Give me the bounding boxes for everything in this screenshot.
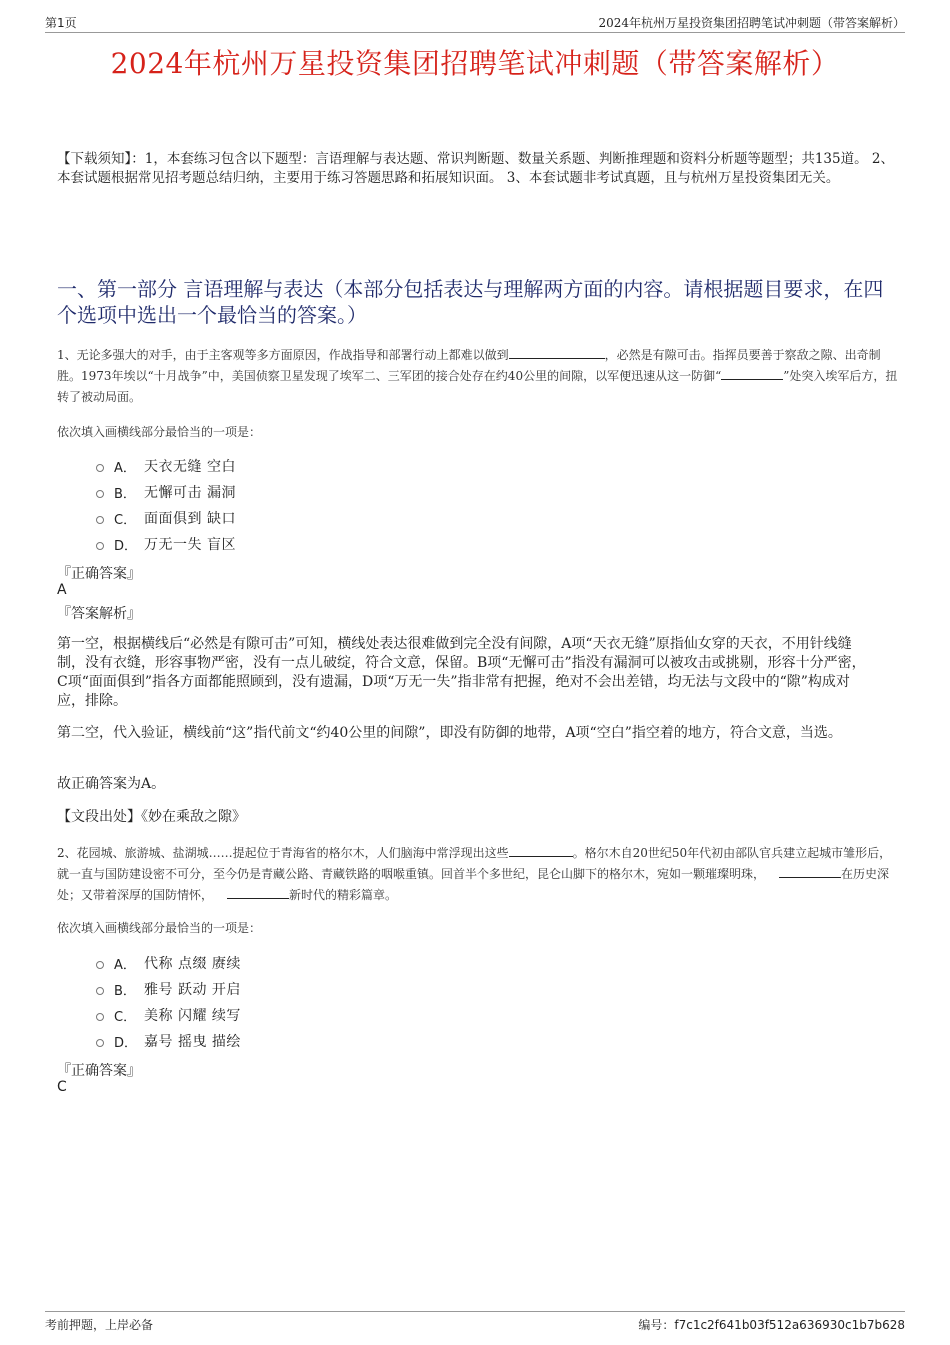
q1-option-b[interactable]: B． 无懈可击 漏洞 [96, 479, 236, 505]
q2-option-b[interactable]: B． 雅号 跃动 开启 [96, 976, 241, 1002]
q2-answer-label: 『正确答案』 [57, 1063, 141, 1079]
q2-options [96, 950, 241, 1054]
page-number: 第1页 [45, 16, 77, 30]
q2-text-part4: 新时代的精彩篇章。 [289, 888, 398, 902]
q1-analysis-label: 『答案解析』 [57, 606, 141, 622]
footer-code-label: 编号： [638, 1318, 675, 1332]
radio-icon[interactable] [96, 1013, 104, 1021]
header-doc-title: 2024年杭州万星投资集团招聘笔试冲刺题（带答案解析） [598, 16, 905, 30]
q1-analysis-paragraph-1: 第一空，根据横线后“必然是有隙可击”可知，横线处表达很难做到完全没有间隙，A项“天衣无缝”原指仙女穿的天衣，不用针线缝制，没有衣缝，形容事物严密，没有一点儿破绽，符合文意，保留。B项“无懈可击”指没有漏洞可以被攻击或挑剔，形容十分严密，C项“面面俱到”指各方面都能照顾到，没有遗漏，D项“万无一失”指非常有把握，绝对不会出差错，均无法与文段中的“隙”构成对应，排除。 [57, 636, 866, 709]
radio-icon[interactable] [96, 516, 104, 524]
q1-instruction: 依次填入画横线部分最恰当的一项是： [57, 425, 262, 439]
q1-option-d[interactable]: D． 万无一失 盲区 [96, 531, 236, 557]
footer-code [638, 1316, 905, 1333]
q1-text-part1: 1、无论多强大的对手，由于主客观等多方面原因，作战指导和部署行动上都难以做到 [57, 348, 509, 362]
radio-icon[interactable] [96, 464, 104, 472]
page-footer [45, 1311, 905, 1332]
radio-icon[interactable] [96, 961, 104, 969]
question-1-text [57, 345, 902, 408]
q1-blank-1 [509, 346, 605, 359]
footer-slogan: 考前押题，上岸必备 [45, 1318, 154, 1332]
q1-text-part3: ”处突入埃军后方，扭转了被动局面。 [57, 369, 898, 404]
q1-text-part2: ，必然是有隙可击。指挥员要善于察敌之隙、出奇制胜。1973年埃以“十月战争”中，美国侦察卫星发现了埃军二、三军团的接合处存在约40公里的间隙，以军便迅速从这一防御“ [57, 348, 881, 383]
q2-option-a[interactable]: A． 代称 点缀 赓续 [96, 950, 241, 976]
q1-option-a[interactable]: A． 天衣无缝 空白 [96, 453, 236, 479]
q1-answer: A [57, 582, 67, 598]
q2-answer: C [57, 1079, 67, 1095]
q1-answer-label: 『正确答案』 [57, 566, 141, 582]
radio-icon[interactable] [96, 987, 104, 995]
question-2-text [57, 843, 902, 906]
q1-options [96, 453, 236, 557]
q2-blank-2 [779, 865, 841, 878]
download-notice: 【下载须知】：1，本套练习包含以下题型：言语理解与表达题、常识判断题、数量关系题、判断推理题和资料分析题等题型；共135道。 2、本套试题根据常见招考题总结归纳，主要用于练习答题思路和拓展知识面。 3、本套试题非考试真题，且与杭州万星投资集团无关。 [57, 151, 894, 186]
page-header [45, 14, 905, 33]
q2-option-d[interactable]: D． 嘉号 摇曳 描绘 [96, 1028, 241, 1054]
radio-icon[interactable] [96, 542, 104, 550]
section-title: 一、第一部分 言语理解与表达（本部分包括表达与理解两方面的内容。请根据题目要求，在四个选项中选出一个最恰当的答案。） [57, 277, 884, 327]
q1-analysis-paragraph-2: 第二空，代入验证，横线前“这”指代前文“约40公里的间隙”，即没有防御的地带，A项“空白”指空着的地方，符合文意，当选。 [57, 725, 842, 741]
footer-code-value: f7c1c2f641b03f512a636930c1b7b628 [674, 1318, 905, 1332]
q1-source: 【文段出处】《妙在乘敌之隙》 [57, 809, 246, 825]
q2-blank-1 [509, 844, 573, 857]
q1-analysis-paragraph-3: 故正确答案为A。 [57, 776, 166, 792]
radio-icon[interactable] [96, 490, 104, 498]
radio-icon[interactable] [96, 1039, 104, 1047]
q2-instruction: 依次填入画横线部分最恰当的一项是： [57, 921, 262, 935]
q2-blank-3 [227, 886, 289, 899]
q1-blank-2 [721, 367, 783, 380]
q1-option-c[interactable]: C． 面面俱到 缺口 [96, 505, 236, 531]
document-title: 2024年杭州万星投资集团招聘笔试冲刺题（带答案解析） [110, 47, 840, 80]
q2-text-part3: 在历史深处；又带着深厚的国防情怀， [57, 867, 890, 902]
q2-text-part1: 2、花园城、旅游城、盐湖城……提起位于青海省的格尔木，人们脑海中常浮现出这些 [57, 846, 509, 860]
q2-text-part2: 。格尔木自20世纪50年代初由部队官兵建立起城市雏形后，就一直与国防建设密不可分，至今仍是青藏公路、青藏铁路的咽喉重镇。回首半个多世纪，昆仑山脚下的格尔木，宛如一颗璀璨明珠， [57, 846, 892, 881]
q2-option-c[interactable]: C． 美称 闪耀 续写 [96, 1002, 241, 1028]
